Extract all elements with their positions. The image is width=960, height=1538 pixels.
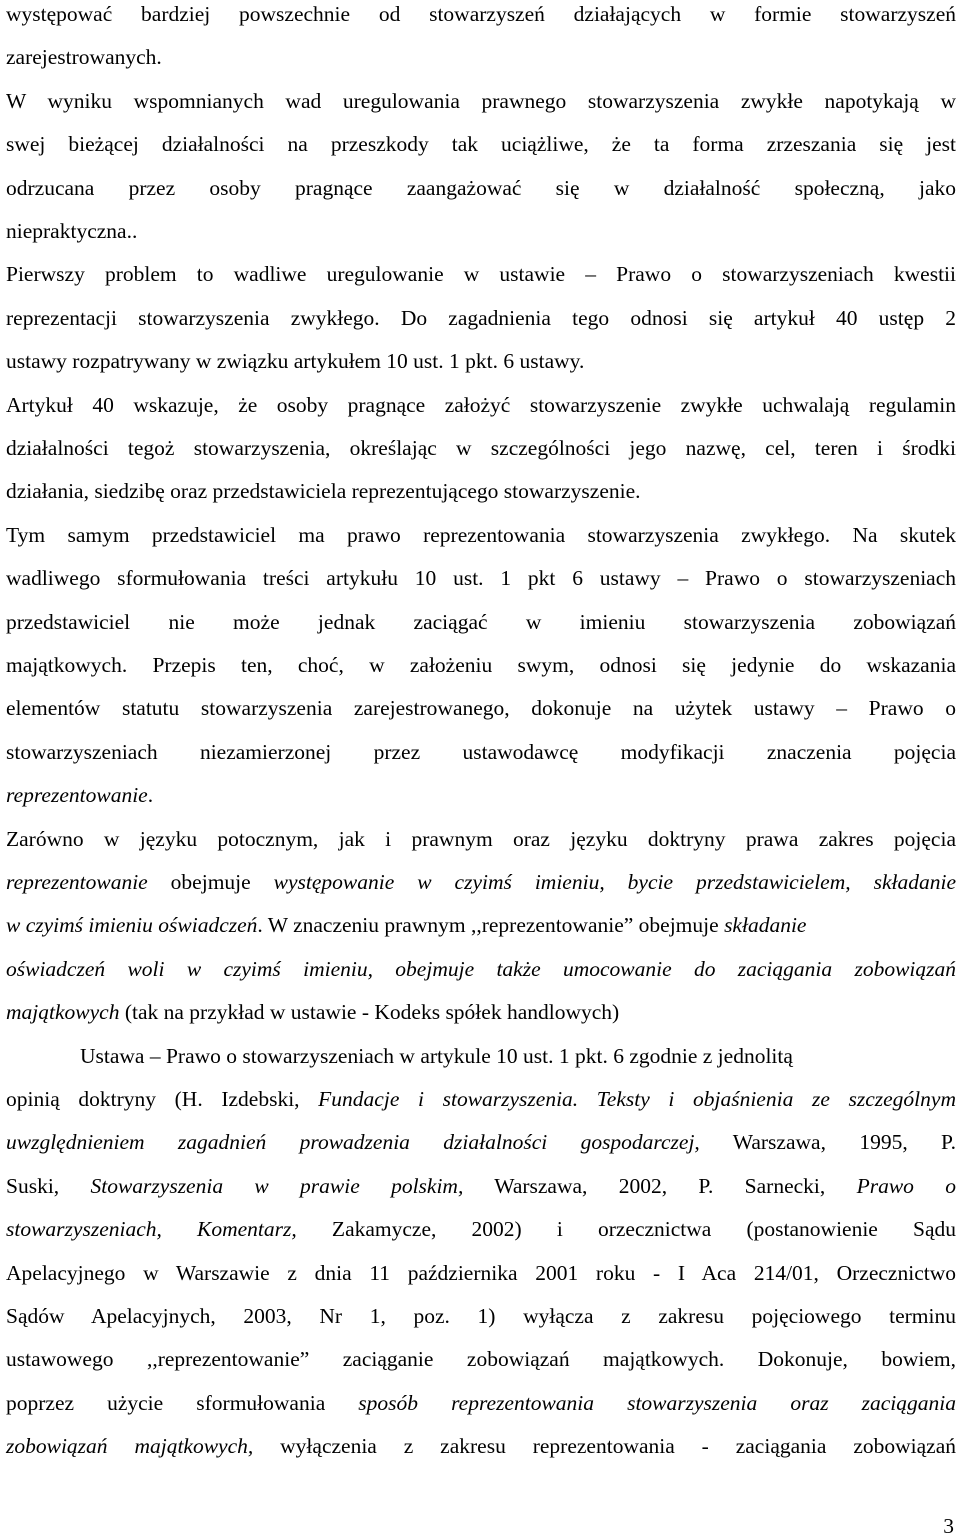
text-line xyxy=(6,264,956,286)
text-line xyxy=(6,221,137,243)
page-number: 3 xyxy=(943,1514,954,1538)
text-line xyxy=(6,1306,956,1328)
text-line xyxy=(6,1349,956,1371)
text-line xyxy=(6,47,162,69)
text-run: odrzucana przez osoby pragnące zaangażować się w działalność społeczną, jako xyxy=(6,175,956,200)
text-line xyxy=(6,1173,956,1198)
text-run: Sądów Apelacyjnych, 2003, Nr 1, poz. 1) wyłącza z zakresu pojęciowego terminu xyxy=(6,1304,956,1328)
text-run: . xyxy=(147,783,154,808)
text-run: Suski, xyxy=(6,1173,91,1198)
text-run: majątkowych. Przepis ten, choć, w założeniu swym, odnosi się jedynie do wskazania xyxy=(6,653,956,677)
text-run: W wyniku wspomnianych wad uregulowania prawnego stowarzyszenia zwykłe napotykają w xyxy=(6,88,956,113)
italic-text: w czyimś imieniu oświadczeń xyxy=(6,913,258,938)
italic-text: reprezentowanie xyxy=(6,783,148,808)
text-run: . W znaczeniu prawnym ,,reprezentowanie” obejmuje xyxy=(257,913,725,938)
italic-text: oświadczeń woli w czyimś imieniu, obejmuje także umocowanie do zaciągania zobowiązań xyxy=(6,956,956,981)
text-line xyxy=(6,872,956,894)
italic-text: uwzględnieniem zagadnień prowadzenia działalności gospodarczej, xyxy=(6,1130,700,1155)
text-line xyxy=(6,609,956,634)
text-run: Pierwszy problem to wadliwe uregulowanie w ustawie – Prawo o stowarzyszeniach kwestii xyxy=(6,262,956,287)
italic-text: stowarzyszeniach, Komentarz, xyxy=(6,1217,297,1242)
text-line xyxy=(6,88,956,113)
text-run: Ustawa – Prawo o stowarzyszeniach w artykule 10 ust. 1 pkt. 6 zgodnie z jednolitą xyxy=(80,1043,793,1068)
text-run: Apelacyjnego w Warszawie z dnia 11 października 2001 roku - I Aca 214/01, Orzecznictwo xyxy=(6,1260,956,1285)
text-run: swej bieżącej działalności na przeszkody tak uciążliwe, że ta forma zrzeszania się jest xyxy=(6,132,956,157)
text-line xyxy=(6,1436,956,1458)
text-line xyxy=(6,915,806,937)
text-run: Zakamycze, 2002) i orzecznictwa (postanowienie Sądu xyxy=(296,1217,956,1242)
text-run: Warszawa, 1995, P. xyxy=(699,1130,956,1155)
text-line xyxy=(6,175,956,200)
text-line xyxy=(6,305,956,330)
text-line xyxy=(6,739,956,764)
text-line xyxy=(80,1043,793,1068)
text-line xyxy=(6,351,584,373)
text-run: Zarówno w języku potocznym, jak i prawnym oraz języku doktryny prawa zakres pojęcia xyxy=(6,826,956,851)
text-line xyxy=(6,568,956,590)
text-line xyxy=(6,698,956,720)
text-line xyxy=(6,785,153,807)
text-run: Warszawa, 2002, P. Sarnecki, xyxy=(463,1173,857,1198)
italic-text: majątkowych xyxy=(6,1000,120,1025)
text-run: działalności tegoż stowarzyszenia, określając w szczególności jego nazwę, cel, teren i środki xyxy=(6,436,956,460)
text-line xyxy=(6,522,956,547)
text-run: wyłączenia z zakresu reprezentowania - zaciągania zobowiązań xyxy=(253,1434,956,1459)
text-line xyxy=(6,1002,619,1024)
text-run: elementów statutu stowarzyszenia zarejestrowanego, dokonuje na użytek ustawy – Prawo o xyxy=(6,696,956,721)
text-run: reprezentacji stowarzyszenia zwykłego. Do zagadnienia tego odnosi się artykuł 40 ustęp 2 xyxy=(6,305,956,330)
text-run: działania, siedzibę oraz przedstawiciela reprezentującego stowarzyszenie. xyxy=(6,479,641,504)
text-run: występować bardziej powszechnie od stowarzyszeń działających w formie stowarzyszeń xyxy=(6,2,956,26)
text-run: ustawy rozpatrywany w związku artykułem 10 ust. 1 pkt. 6 ustawy. xyxy=(6,349,585,374)
text-line xyxy=(6,481,641,503)
text-line xyxy=(6,826,956,851)
italic-text: składanie xyxy=(724,913,807,938)
text-run: (tak na przykład w ustawie - Kodeks spółek handlowych) xyxy=(119,1000,620,1025)
italic-text: zobowiązań majątkowych, xyxy=(6,1434,254,1459)
text-run: obejmuje xyxy=(147,870,274,894)
text-run: stowarzyszeniach niezamierzonej przez ustawodawcę modyfikacji znaczenia pojęcia xyxy=(6,739,956,764)
italic-text: Stowarzyszenia w prawie polskim, xyxy=(90,1173,464,1198)
text-line xyxy=(6,956,956,981)
text-line xyxy=(6,655,956,677)
text-run: zarejestrowanych. xyxy=(6,45,162,70)
italic-text: sposób reprezentowania stowarzyszenia oraz zaciągania xyxy=(358,1390,956,1415)
text-line xyxy=(6,1132,956,1154)
text-line xyxy=(6,1089,956,1111)
text-run: niepraktyczna.. xyxy=(6,219,138,243)
text-line xyxy=(6,4,956,26)
text-run: Tym samym przedstawiciel ma prawo reprezentowania stowarzyszenia zwykłego. Na skutek xyxy=(6,522,956,547)
text-run: poprzez użycie sformułowania xyxy=(6,1390,359,1415)
text-run: Artykuł 40 wskazuje, że osoby pragnące założyć stowarzyszenie zwykłe uchwalają regulamin xyxy=(6,392,956,417)
text-line xyxy=(6,392,956,417)
italic-text: reprezentowanie xyxy=(6,870,148,894)
text-line xyxy=(6,1219,956,1241)
text-line xyxy=(6,1260,956,1285)
italic-text: Fundacje i stowarzyszenia. Teksty i objaśnienia ze szczególnym xyxy=(318,1087,956,1111)
italic-text: występowanie w czyimś imieniu, bycie przedstawicielem, składanie xyxy=(273,870,956,894)
text-line xyxy=(6,1390,956,1415)
text-run: ustawowego ,,reprezentowanie” zaciąganie zobowiązań majątkowych. Dokonuje, bowiem, xyxy=(6,1347,956,1372)
text-run: przedstawiciel nie może jednak zaciągać w imieniu stowarzyszenia zobowiązań xyxy=(6,609,956,634)
text-run: wadliwego sformułowania treści artykułu 10 ust. 1 pkt 6 ustawy – Prawo o stowarzyszeniach xyxy=(6,566,956,591)
text-run: opinią doktryny (H. Izdebski, xyxy=(6,1087,319,1111)
italic-text: Prawo o xyxy=(856,1173,956,1198)
text-line xyxy=(6,134,956,156)
text-line xyxy=(6,438,956,460)
